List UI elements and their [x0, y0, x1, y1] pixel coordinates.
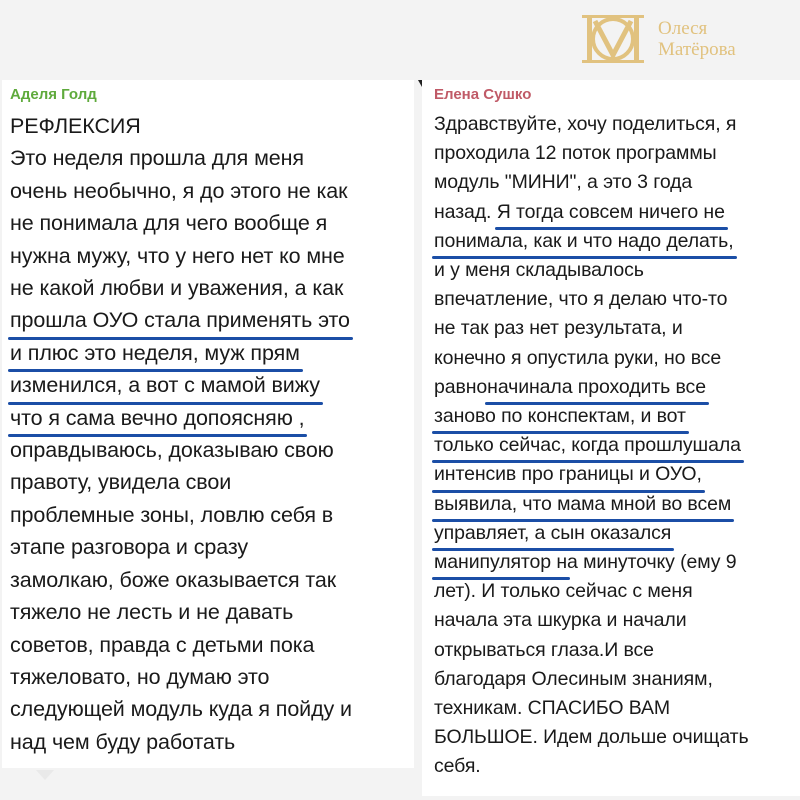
message-line — [434, 636, 749, 665]
line-text: не так раз нет результата, и — [434, 317, 683, 340]
message-author: Елена Сушко — [434, 86, 532, 103]
message-line — [10, 661, 352, 693]
message-line — [434, 344, 749, 373]
line-text: нужна мужу, что у него нет ко мне — [10, 243, 345, 268]
message-line — [10, 629, 352, 661]
message-line — [10, 466, 352, 498]
brand-name — [658, 18, 736, 60]
highlighted-text: прошла ОУО стала применять это — [10, 304, 350, 336]
message-line — [10, 304, 352, 336]
line-text: РЕФЛЕКСИЯ — [10, 114, 141, 138]
message-line — [434, 256, 749, 285]
message-bubble-left — [2, 80, 414, 768]
line-text: начала эта шкурка и начали — [434, 609, 687, 632]
line-text: оправдываюсь, доказываю свою — [10, 438, 334, 463]
message-line — [10, 434, 352, 466]
line-text: равно — [434, 375, 488, 398]
highlighted-text: начинала проходить все — [487, 373, 706, 402]
message-line — [10, 175, 352, 207]
line-text: очень необычно, я до этого не как — [10, 178, 348, 203]
message-line — [434, 752, 749, 781]
message-line — [10, 596, 352, 628]
line-text: конечно я опустила руки, но все — [434, 346, 722, 369]
message-line — [10, 207, 352, 239]
message-line — [434, 665, 749, 694]
message-line — [10, 499, 352, 531]
message-line — [434, 519, 749, 548]
message-line — [434, 373, 749, 402]
message-line — [434, 285, 749, 314]
line-text: и у меня складывалось — [434, 259, 644, 282]
watermark-arrow-icon — [36, 770, 54, 780]
line-text: а минуточку (ему 9 — [567, 551, 737, 574]
message-line — [434, 227, 749, 256]
highlighted-text: изменился, а вот с мамой вижу — [10, 369, 320, 401]
highlighted-text: выявила, что мама мной во всем — [434, 490, 731, 519]
highlighted-text: понимала, как и что надо делать, — [434, 227, 734, 256]
message-line — [434, 577, 749, 606]
message-line — [10, 142, 352, 174]
line-text: проблемные зоны, ловлю себя в — [10, 502, 334, 527]
line-text: над чем буду работать — [10, 729, 236, 754]
message-line — [10, 110, 352, 142]
message-line — [10, 726, 352, 758]
message-line — [434, 723, 749, 752]
line-text: замолкаю, боже оказывается так — [10, 567, 337, 592]
message-line — [10, 564, 352, 596]
highlighted-text: манипулятор н — [434, 548, 567, 577]
line-text: БОЛЬШОЕ. Идем дольше очищать — [434, 726, 749, 749]
line-text: тяжело не лесть и не давать — [10, 600, 294, 625]
message-line — [434, 606, 749, 635]
message-line — [434, 168, 749, 197]
message-author: Аделя Голд — [10, 86, 97, 103]
message-body — [434, 110, 749, 782]
message-line — [434, 548, 749, 577]
line-text: техникам. СПАСИБО ВАМ — [434, 697, 671, 720]
line-text: проходила 12 поток программы — [434, 142, 717, 165]
brand-name-line1: Олеся — [658, 18, 708, 39]
line-text: открываться глаза.И все — [434, 638, 654, 661]
message-line — [10, 531, 352, 563]
line-text: себя. — [434, 755, 481, 778]
line-text: назад. — [434, 200, 497, 223]
highlighted-text: только сейчас, когда прошлушала — [434, 431, 741, 460]
highlighted-text: интенсив про границы и ОУО, — [434, 460, 702, 489]
bubble-tail-icon — [418, 80, 422, 87]
line-text: не понимала для чего вообще я — [10, 211, 328, 236]
highlighted-text: управляет, а сын оказался — [434, 519, 671, 548]
message-line — [434, 694, 749, 723]
highlighted-text: и плюс это неделя, муж прям — [10, 337, 300, 369]
line-text: тяжеловато, но думаю это — [10, 664, 270, 689]
message-body — [10, 110, 352, 758]
message-line — [10, 693, 352, 725]
highlighted-text: Я тогда совсем ничего не — [497, 198, 725, 227]
line-text: следующей модуль куда я пойду и — [10, 697, 352, 722]
message-line — [434, 139, 749, 168]
line-text: впечатление, что я делаю что-то — [434, 288, 728, 311]
line-text: Здравствуйте, хочу поделиться, я — [434, 113, 737, 135]
message-line — [434, 402, 749, 431]
message-line — [434, 460, 749, 489]
highlighted-text: что я сама вечно допоясняю , — [10, 402, 304, 434]
message-line — [10, 272, 352, 304]
line-text: модуль "МИНИ", а это 3 года — [434, 171, 693, 194]
om-monogram-icon — [578, 12, 648, 66]
line-text: советов, правда с детьми пока — [10, 632, 315, 657]
message-line — [434, 314, 749, 343]
message-line — [434, 198, 749, 227]
line-text: не какой любви и уважения, а как — [10, 276, 344, 301]
line-text: лет). И только сейчас с меня — [434, 580, 693, 603]
brand-name-line2: Матёрова — [658, 39, 736, 60]
line-text: этапе разговора и сразу — [10, 535, 248, 560]
line-text: правоту, увидела свои — [10, 470, 232, 495]
message-line — [434, 110, 749, 139]
message-line — [10, 240, 352, 272]
brand-logo — [578, 12, 736, 66]
message-line — [10, 337, 352, 369]
line-text: Это неделя прошла для меня — [10, 146, 304, 171]
line-text: благодаря Олесиным знаниям, — [434, 667, 713, 690]
message-line — [10, 402, 352, 434]
message-line — [434, 431, 749, 460]
highlighted-text: заново по конспектам, и вот — [434, 402, 686, 431]
message-line — [434, 490, 749, 519]
message-line — [10, 369, 352, 401]
message-bubble-right — [422, 80, 800, 796]
